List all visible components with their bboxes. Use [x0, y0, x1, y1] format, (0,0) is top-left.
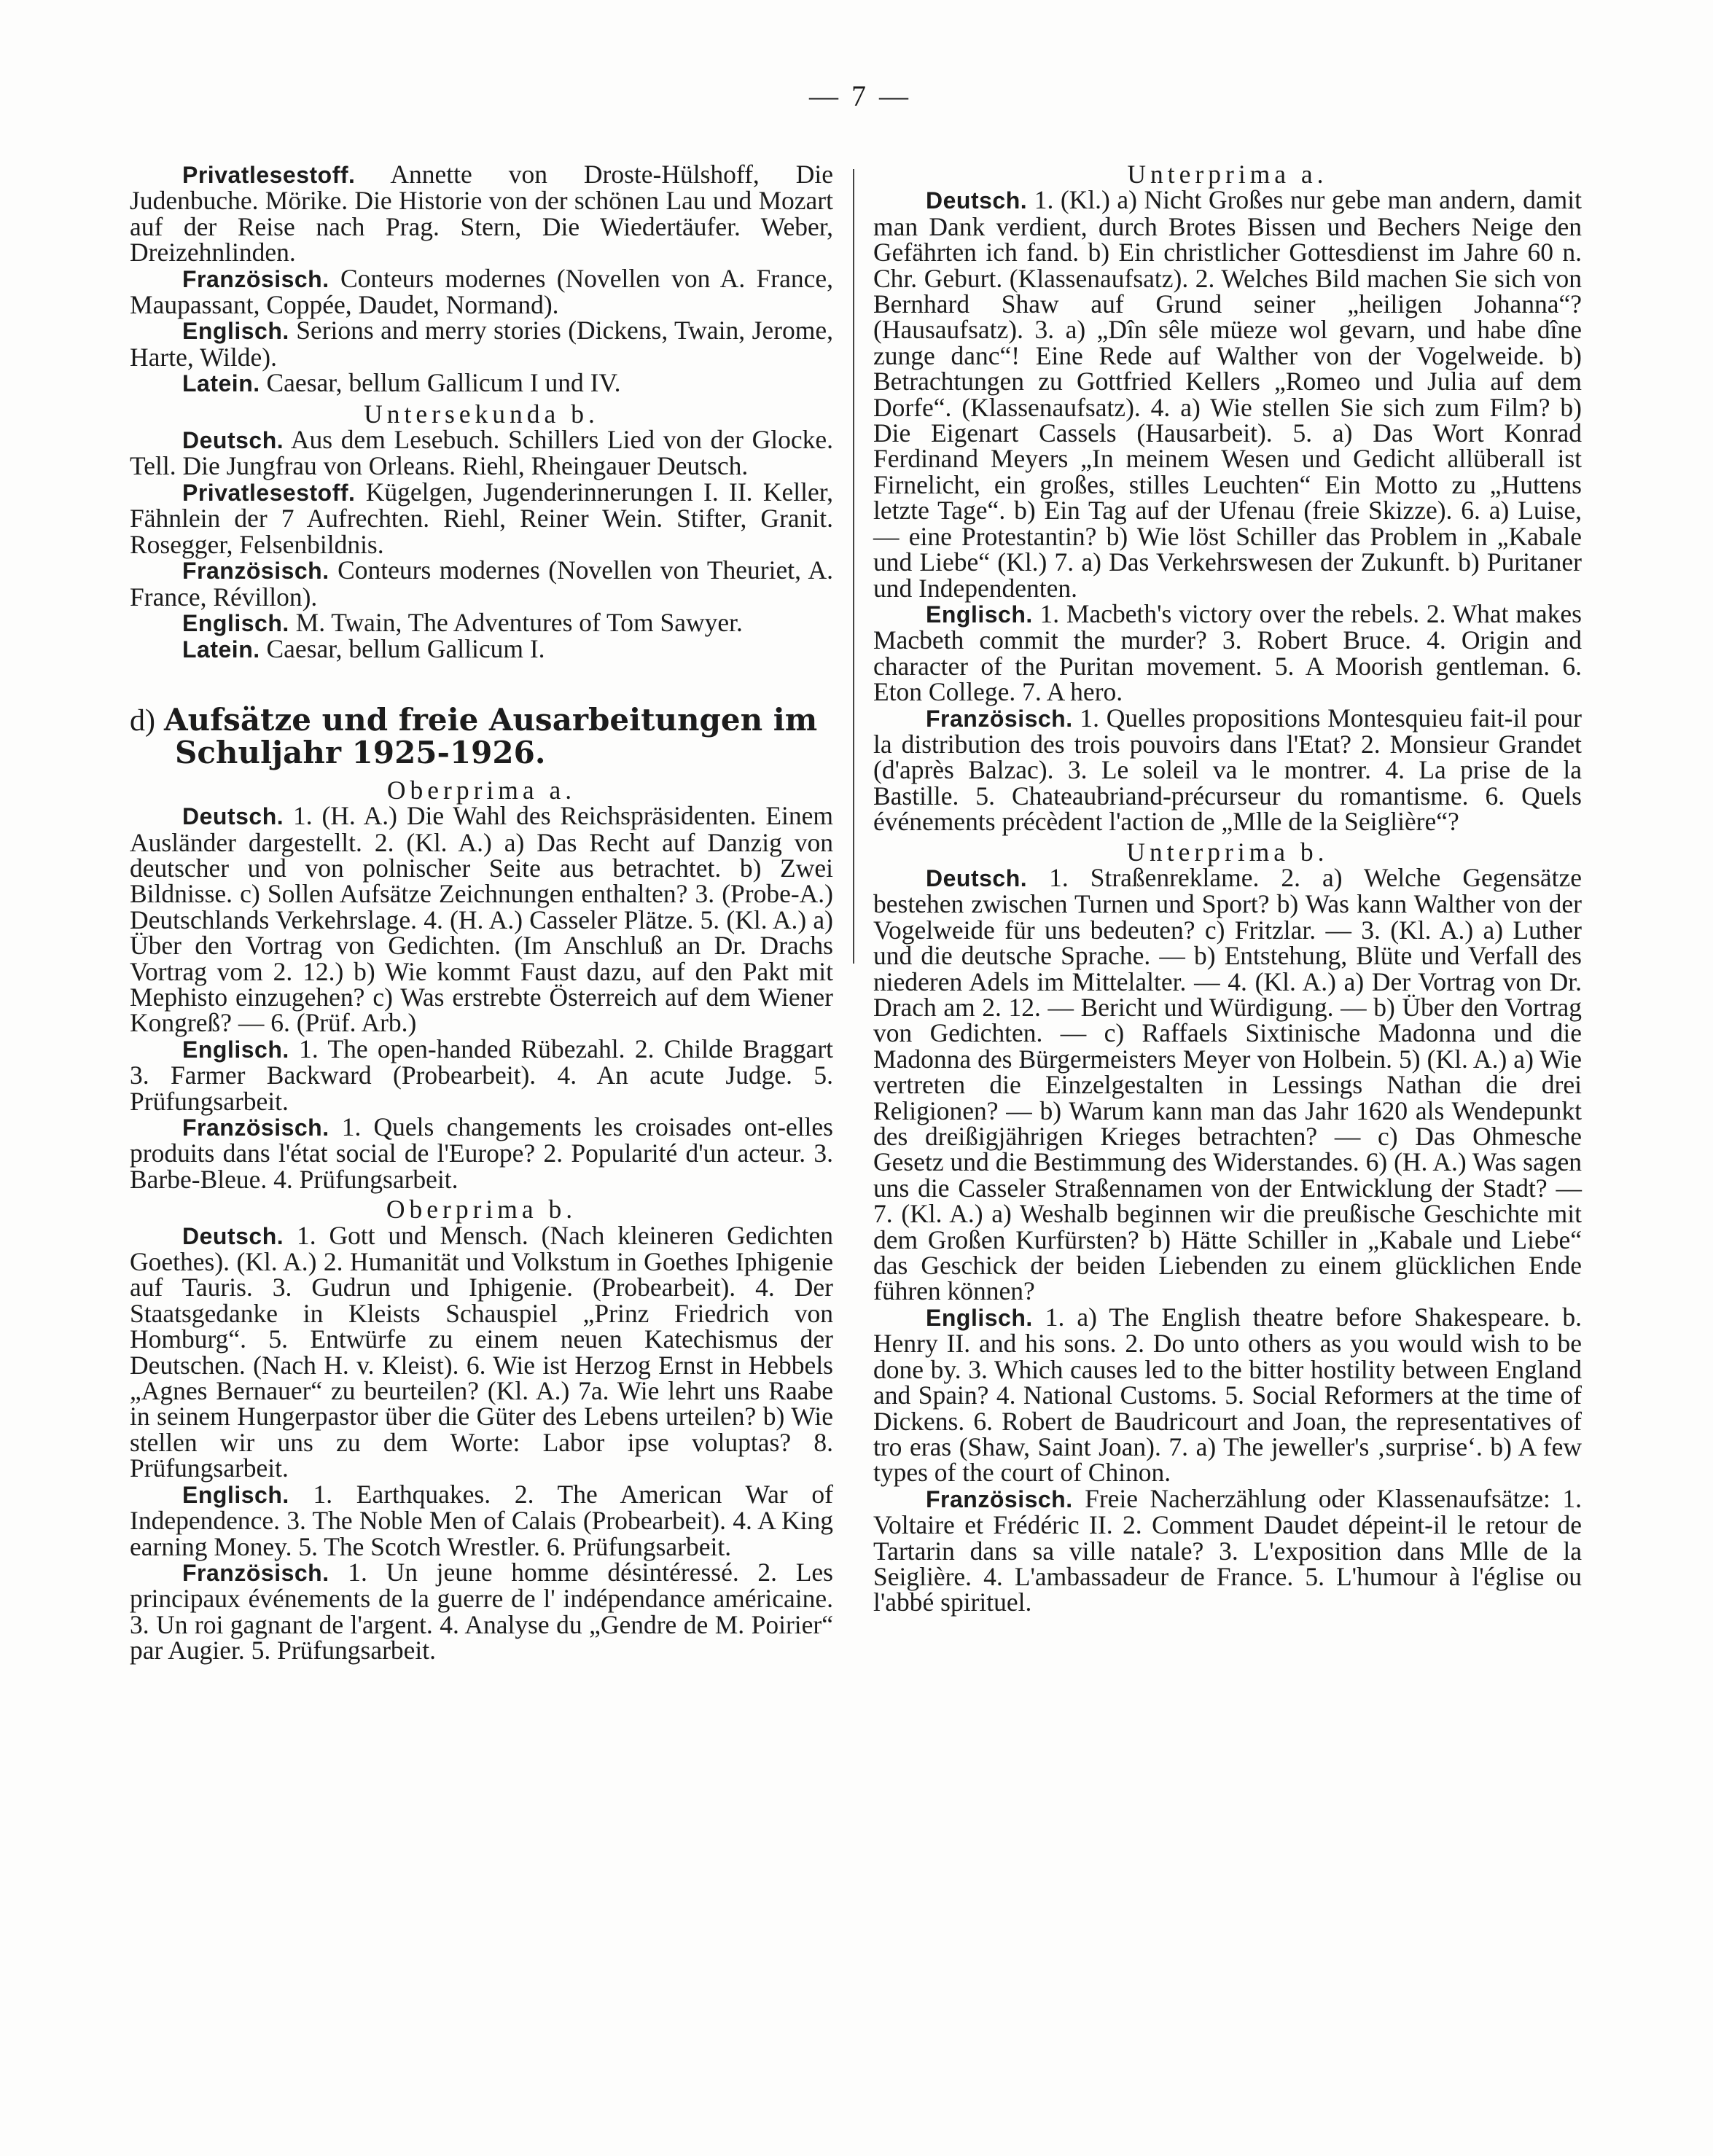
subject-label: Deutsch.	[182, 1222, 284, 1249]
paragraph-franzoesisch-5	[873, 703, 1582, 837]
section-heading-d	[130, 701, 833, 770]
paragraph-englisch-4	[130, 1479, 833, 1561]
subject-label: Deutsch.	[926, 187, 1028, 214]
paragraph-deutsch-6	[873, 862, 1582, 1306]
subject-label: Englisch.	[182, 318, 289, 345]
subject-label: Französisch.	[182, 558, 329, 585]
subject-label: Privatlesestoff.	[182, 162, 356, 188]
class-heading-unterprima-b: Unterprima b.	[1126, 837, 1329, 867]
paragraph-text: 1. The open-handed Rübezahl. 2. Childe Braggart 3. Farmer Backward (Probearbeit). 4. An acute Judge. 5. Prüfungsarbeit.	[130, 1034, 833, 1116]
column-divider	[853, 169, 854, 964]
paragraph-text: Caesar, bellum Gallicum I.	[260, 634, 545, 664]
subject-label: Französisch.	[182, 1114, 329, 1141]
paragraph-text: Caesar, bellum Gallicum I und IV.	[260, 368, 621, 398]
paragraph-englisch-3	[130, 1036, 833, 1114]
paragraph-deutsch-2	[130, 427, 833, 480]
right-column	[873, 162, 1582, 1616]
subject-label: Französisch.	[182, 1559, 329, 1586]
class-heading-oberprima-a: Oberprima a.	[386, 775, 577, 805]
paragraph-text: M. Twain, The Adventures of Tom Sawyer.	[289, 607, 743, 637]
paragraph-englisch-5	[873, 598, 1582, 707]
paragraph-text: Conteurs modernes (Novellen von A. France, Maupassant, Coppée, Daudet, Normand).	[130, 263, 833, 320]
paragraph-text: 1. Gott und Mensch. (Nach kleineren Gedichten Goethes). (Kl. A.) 2. Humanität und Volkstum in Goethes Iphigenie auf Tauris. 3. Gudrun und Iphigenie. (Probearbeit). 4. Der Staatsgedanke in Kleists Schauspiel „Prinz Friedrich von Homburg“. 5. Entwürfe zu einem neuen Katechismus der Deutschen. (Nach H. v. Kleist). 6. Wie ist Herzog Ernst in Hebbels „Agnes Bernauer“ zu beurteilen? (Kl. A.) 7a. Wie lehrt uns Raabe in seinem Hungerpastor über die Güter des Lebens urteilen? b) Wie stellen wir uns zu dem Worte: Labor ipse voluptas? 8. Prüfungsarbeit.	[130, 1220, 833, 1483]
paragraph-englisch-6	[873, 1302, 1582, 1488]
paragraph-franzoesisch-4	[130, 1557, 833, 1665]
paragraph-text: Annette von Droste-Hülshoff, Die Judenbuche. Mörike. Die Historie von der schönen Lau und Mozart auf der Reise nach Prag. Stern, Die Wiedertäufer. Weber, Dreizehnlinden.	[130, 160, 833, 267]
subject-label: Deutsch.	[182, 803, 284, 830]
paragraph-text: 1. Quelles propositions Montesquieu fait-il pour la distribution des trois pouvoirs dans l'Etat? 2. Monsieur Grandet (d'après Balzac). 3. Le soleil va le montrer. 4. La prise de la Bastille. 5. Chateaubriand-précurseur du romantisme. 6. Quels événements précèdent l'action de „Mlle de la Seiglière“?	[873, 703, 1582, 837]
paragraph-text: Freie Nacherzählung oder Klassenaufsätze: 1. Voltaire et Frédéric II. 2. Comment Daudet dépeint-il le retour de Tartarin dans sa ville natale? 3. L'exposition dans Mlle de la Seiglière. 4. L'ambassadeur de France. 5. L'humour à l'église ou l'abbé spirituel.	[873, 1483, 1582, 1617]
subject-label: Englisch.	[182, 1481, 289, 1508]
paragraph-deutsch-5	[873, 187, 1582, 601]
section-letter: d)	[130, 703, 155, 738]
paragraph-latein-2	[130, 636, 833, 663]
subject-label: Latein.	[182, 636, 260, 663]
class-heading-oberprima-b: Oberprima b.	[386, 1195, 577, 1225]
paragraph-text: 1. Macbeth's victory over the rebels. 2. What makes Macbeth commit the murder? 3. Robert Bruce. 4. Origin and character of the Puritan movement. 5. A Moorish gentleman. 6. Eton College. 7. A hero.	[873, 598, 1582, 707]
paragraph-englisch-1	[130, 318, 833, 370]
paragraph-text: 1. Straßenreklame. 2. a) Welche Gegensätze bestehen zwischen Turnen und Sport? b) Was kann Walther von der Vogelweide für uns bedeuten? c) Fritzlar. — 3. (Kl. A.) a) Luther und die deutsche Sprache. — b) Entstehung, Blüte und Verfall des niederen Adels im Mittelalter. — 4. (Kl. A.) a) Der Vortrag von Dr. Drach am 2. 12. — Bericht und Würdigung. — b) Über den Vortrag von Gedichten. — c) Raffaels Sixtinische Madonna und die Madonna des Bürgermeisters Meyer von Holbein. 5) (Kl. A.) a) Wie vertreten die Einzelgestalten in Lessings Nathan die drei Religionen? — b) Warum kann man das Jahr 1620 als Wendepunkt des dreißigjährigen Krieges betrachten? — c) Das Ohmesche Gesetz und die Bestimmung des Widerstandes. 6) (H. A.) Was sagen uns die Casseler Straßennamen von der Entwicklung der Stadt? — 7. (Kl. A.) a) Weshalb beginnen wir die preußische Geschichte mit dem Großen Kurfürsten? b) Hätte Schiller in „Kabale und Liebe“ das Geschick der beiden Liebenden zu einem glücklichen Ende führen können?	[873, 862, 1582, 1306]
paragraph-text: Serions and merry stories (Dickens, Twain, Jerome, Harte, Wilde).	[130, 316, 833, 372]
subject-label: Englisch.	[926, 1304, 1033, 1331]
paragraph-privatlesestoff-1	[130, 162, 833, 266]
subject-label: Englisch.	[182, 1036, 289, 1063]
paragraph-franzoesisch-1	[130, 263, 833, 320]
paragraph-franzoesisch-6	[873, 1483, 1582, 1617]
left-column	[130, 162, 833, 1664]
subject-label: Deutsch.	[182, 427, 284, 454]
page-number: — 7 —	[809, 79, 911, 112]
paragraph-deutsch-4	[130, 1220, 833, 1483]
paragraph-text: Conteurs modernes (Novellen von Theuriet, A. France, Révillon).	[130, 555, 833, 612]
subject-label: Englisch.	[926, 601, 1033, 628]
paragraph-text: 1. Un jeune homme désintéressé. 2. Les principaux événements de la guerre de l' indépendance américaine. 3. Un roi gagnant de l'argent. 4. Analyse du „Gendre de M. Poirier“ par Augier. 5. Prüfungsarbeit.	[130, 1557, 833, 1665]
paragraph-text: 1. Quels changements les croisades ont-elles produits dans l'état social de l'Europe? 2. Popularité d'un acteur. 3. Barbe-Bleue. 4. Prüfungsarbeit.	[130, 1112, 833, 1194]
class-heading-untersekunda-b: Untersekunda b.	[364, 399, 599, 429]
paragraph-deutsch-3	[130, 803, 833, 1036]
class-heading-unterprima-a: Unterprima a.	[1127, 160, 1328, 189]
section-title-line1: Aufsätze und freie Ausarbeitungen im	[164, 701, 818, 738]
subject-label: Französisch.	[926, 705, 1073, 732]
paragraph-latein-1	[130, 370, 833, 397]
subject-label: Französisch.	[926, 1485, 1073, 1512]
subject-label: Englisch.	[182, 609, 289, 636]
paragraph-text: 1. Earthquakes. 2. The American War of Independence. 3. The Noble Men of Calais (Probearbeit). 4. A King earning Money. 5. The Scotch Wrestler. 6. Prüfungsarbeit.	[130, 1479, 833, 1561]
section-title-line2: Schuljahr 1925-1926.	[175, 734, 546, 770]
paragraph-text: Kügelgen, Jugenderinnerungen I. II. Keller, Fähnlein der 7 Aufrechten. Riehl, Reiner Wein. Stifter, Granit. Rosegger, Felsenbildnis.	[130, 477, 833, 559]
paragraph-privatlesestoff-2	[130, 477, 833, 559]
paragraph-text: 1. a) The English theatre before Shakespeare. b. Henry II. and his sons. 2. Do unto others as you would wish to be done by. 3. Which causes led to the bitter hostility between England and Spain? 4. National Customs. 5. Social Reformers at the time of Dickens. 6. Robert de Baudricourt and Joan, the representatives of tro eras (Shaw, Saint Joan). 7. a) The jeweller's ‚surprise‘. b) A few types of the court of Chinon.	[873, 1302, 1582, 1488]
paragraph-text: Aus dem Lesebuch. Schillers Lied von der Glocke. Tell. Die Jungfrau von Orleans. Riehl, Rheingauer Deutsch.	[130, 425, 833, 481]
subject-label: Französisch.	[182, 265, 329, 292]
paragraph-franzoesisch-2	[130, 555, 833, 612]
subject-label: Privatlesestoff.	[182, 479, 356, 506]
paragraph-text: 1. (H. A.) Die Wahl des Reichspräsidenten. Einem Ausländer dargestellt. 2. (Kl. A.) a) Das Recht auf Danzig von deutscher und von polnischer Seite aus betrachtet. b) Zwei Bildnisse. c) Sollen Aufsätze Zeichnungen enthalten? 3. (Probe-A.) Deutschlands Verkehrslage. 4. (H. A.) Casseler Plätze. 5. (Kl. A.) a) Über den Vortrag von Gedichten. (Im Anschluß an Dr. Drachs Vortrag vom 2. 12.) b) Wie kommt Faust dazu, auf den Pakt mit Mephisto einzugehen? c) Was erstrebte Österreich auf dem Wiener Kongreß? — 6. (Prüf. Arb.)	[130, 801, 833, 1038]
subject-label: Deutsch.	[926, 864, 1028, 891]
paragraph-franzoesisch-3	[130, 1114, 833, 1192]
paragraph-text: 1. (Kl.) a) Nicht Großes nur gebe man andern, damit man Dank verdient, durch Brotes Bissen und Bechers Neige den Gefährten ich fand. b) Ein christlicher Gottesdienst im Jahre 60 n. Chr. Geburt. (Klassenaufsatz). 2. Welches Bild machen Sie sich von Bernhard Shaw auf Grund seiner „heiligen Johanna“? (Hausaufsatz). 3. a) „Dîn sêle müeze wol gevarn, und habe dîne zunge danc“! Eine Rede auf Walther von der Vogelweide. b) Betrachtungen zu Gottfried Kellers „Romeo und Julia auf dem Dorfe“. (Klassenaufsatz). 4. a) Wie stellen Sie sich zum Film? b) Die Eigenart Cassels (Hausarbeit). 5. a) Das Wort Konrad Ferdinand Meyers „In meinem Wesen und Gedicht allüberall ist Firnelicht, ein großes, stilles Leuchten“ Ein Motto zu „Huttens letzte Tage“. b) Ein Tag auf der Ufenau (freie Skizze). 6. a) Luise, — eine Protestantin? b) Wie löst Schiller das Problem in „Kabale und Liebe“ (Kl.) 7. a) Das Verkehrswesen der Zukunft. b) Puritaner und Independenten.	[873, 185, 1582, 603]
paragraph-englisch-2	[130, 607, 833, 637]
subject-label: Latein.	[182, 370, 260, 397]
